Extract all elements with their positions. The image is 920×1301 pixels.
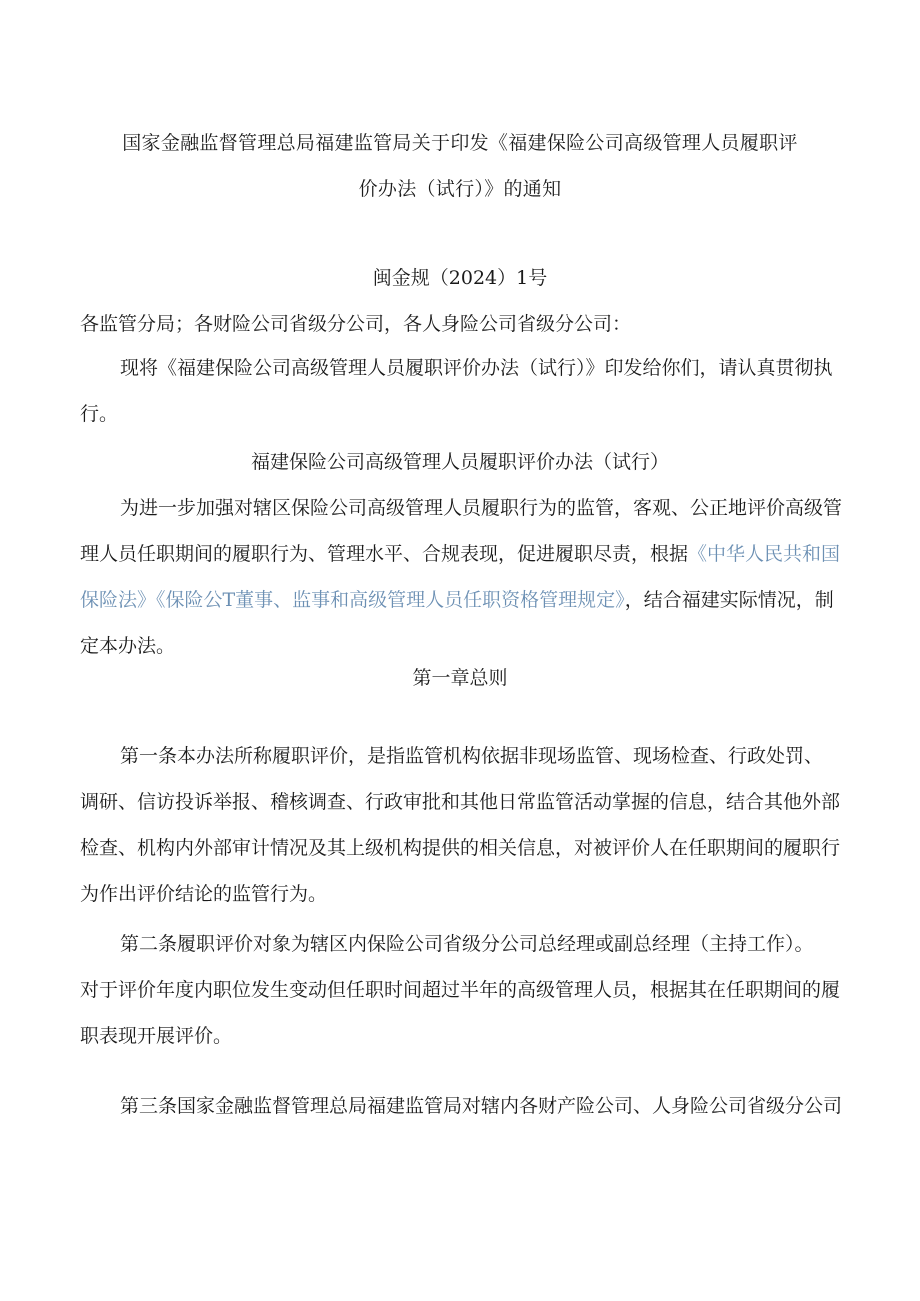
regulation-link[interactable]: 保险法》《保险公T董事、监事和高级管理人员任职资格管理规定》 [80, 589, 625, 611]
notice-line-2: 行。 [80, 403, 119, 425]
preamble-line-2-text: 理人员任职期间的履职行为、管理水平、合规表现，促进履职尽责，根据 [80, 543, 689, 565]
article-1-line-2: 调研、信访投诉举报、稽核调查、行政审批和其他日常监管活动掌握的信息，结合其他外部 [80, 791, 841, 813]
addressee: 各监管分局；各财险公司省级分公司，各人身险公司省级分公司： [80, 313, 632, 335]
document-title-line-2: 价办法（试行）》的通知 [358, 178, 562, 200]
notice-line-1: 现将《福建保险公司高级管理人员履职评价办法（试行）》印发给你们，请认真贯彻执 [120, 357, 833, 379]
article-1-line-4: 为作出评价结论的监管行为。 [80, 883, 328, 905]
preamble-line-1: 为进一步加强对辖区保险公司高级管理人员履职行为的监管，客观、公正地评价高级管 [120, 497, 843, 519]
insurance-law-link[interactable]: 《中华人民共和国 [688, 543, 841, 565]
preamble-line-3 [80, 588, 840, 612]
preamble-line-4: 定本办法。 [80, 635, 176, 657]
document-title-line-1: 国家金融监督管理总局福建监管局关于印发《福建保险公司高级管理人员履职评 [122, 132, 798, 154]
article-3-line-1: 第三条国家金融监督管理总局福建监管局对辖内各财产险公司、人身险公司省级分公司 [120, 1095, 843, 1117]
preamble-line-3-text: ，结合福建实际情况，制 [624, 589, 834, 611]
article-2-line-1: 第二条履职评价对象为辖区内保险公司省级分公司总经理或副总经理（主持工作）。 [120, 933, 814, 955]
article-1-line-1: 第一条本办法所称履职评价，是指监管机构依据非现场监管、现场检查、行政处罚、 [120, 745, 824, 767]
document-number: 闽金规（2024）1号 [372, 267, 548, 289]
article-2-line-3: 职表现开展评价。 [80, 1025, 233, 1047]
article-2-line-2: 对于评价年度内职位发生变动但任职时间超过半年的高级管理人员，根据其在任职期间的履 [80, 979, 841, 1001]
article-1-line-3: 检查、机构内外部审计情况及其上级机构提供的相关信息，对被评价人在任职期间的履职行 [80, 837, 841, 859]
measures-title: 福建保险公司高级管理人员履职评价办法（试行） [250, 451, 669, 473]
chapter-1-title: 第一章总则 [412, 667, 508, 689]
preamble-line-2 [80, 542, 840, 566]
